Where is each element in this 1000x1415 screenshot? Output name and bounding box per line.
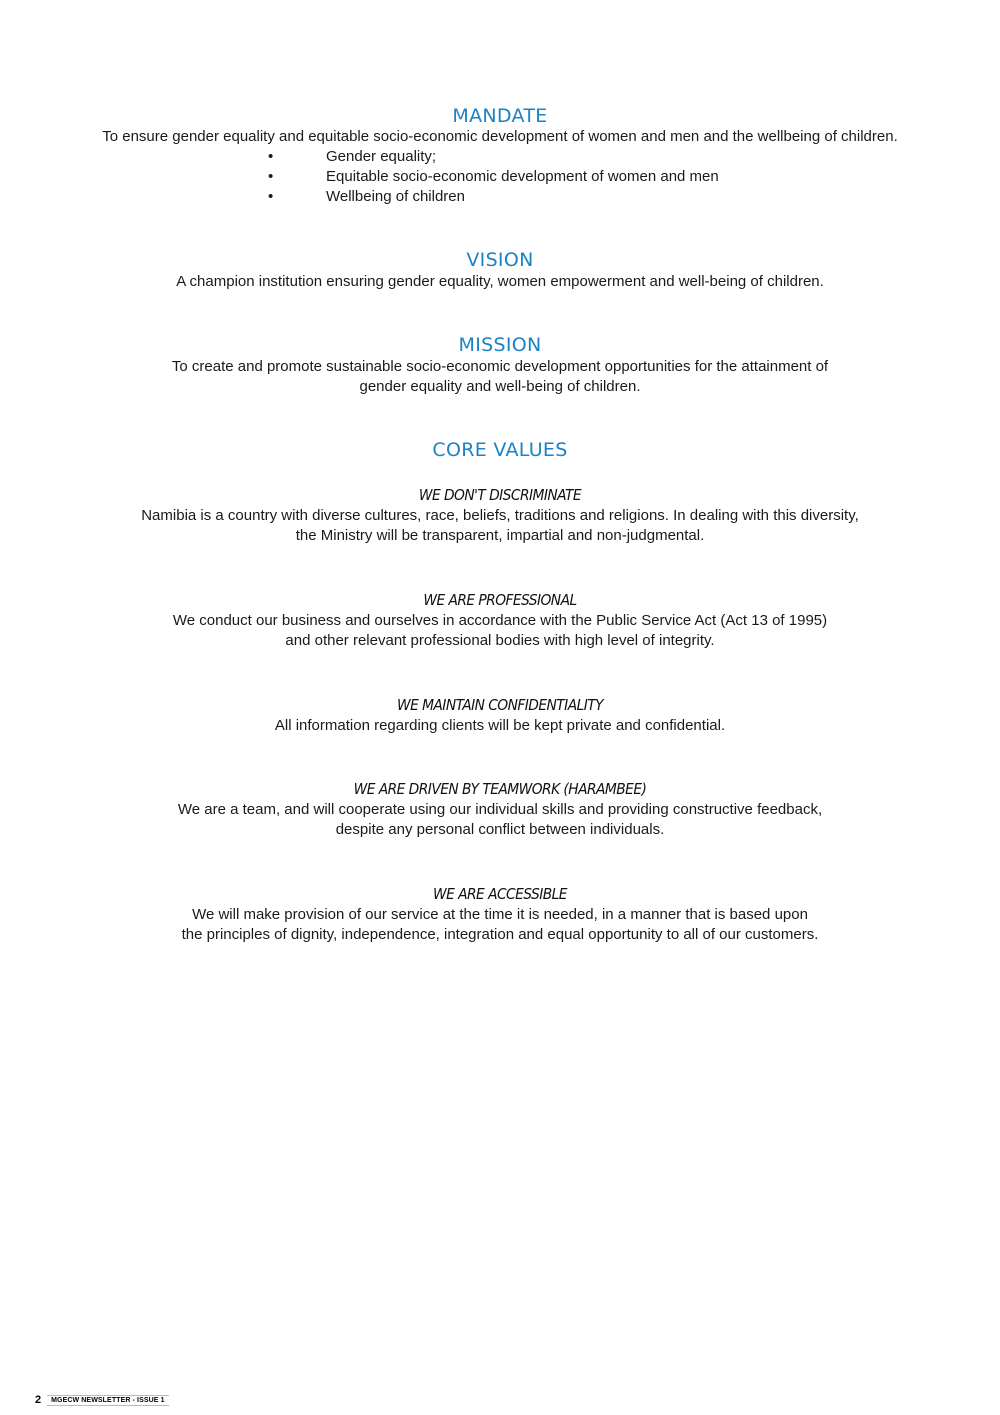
vision-title: VISION bbox=[466, 249, 534, 271]
bullet-icon: • bbox=[268, 148, 274, 165]
core-value-text-line: despite any personal conflict between individuals. bbox=[335, 821, 665, 838]
core-value-title: WE DON'T DISCRIMINATE bbox=[418, 486, 582, 504]
core-values-title: CORE VALUES bbox=[432, 439, 568, 461]
core-value-title: WE ARE ACCESSIBLE bbox=[433, 885, 567, 903]
bullet-icon: • bbox=[268, 188, 274, 205]
list-item bbox=[268, 167, 719, 187]
mandate-text: To ensure gender equality and equitable socio-economic development of women and men and the wellbeing of children. bbox=[102, 128, 898, 145]
core-value-text bbox=[0, 611, 1000, 651]
bullet-icon: • bbox=[268, 168, 274, 185]
core-value-text-line: We conduct our business and ourselves in accordance with the Public Service Act (Act 13 of 1995) bbox=[172, 612, 828, 629]
core-value-text-line: We are a team, and will cooperate using our individual skills and providing constructive feedback, bbox=[177, 801, 823, 818]
core-value-text bbox=[0, 800, 1000, 840]
newsletter-issue-label: MGECW NEWSLETTER - ISSUE 1 bbox=[47, 1395, 168, 1406]
core-value-title: WE MAINTAIN CONFIDENTIALITY bbox=[396, 696, 604, 714]
core-value-text bbox=[0, 716, 1000, 736]
core-value-title: WE ARE DRIVEN BY TEAMWORK (HARAMBEE) bbox=[353, 780, 647, 798]
mission-text-line: To create and promote sustainable socio-economic development opportunities for the attainment of bbox=[171, 358, 829, 375]
vision-text: A champion institution ensuring gender equality, women empowerment and well-being of children. bbox=[176, 273, 824, 290]
mandate-bullet-list bbox=[268, 147, 719, 207]
core-value-text-line: the principles of dignity, independence, integration and equal opportunity to all of our customers. bbox=[181, 926, 819, 943]
mandate-bullet-text: Equitable socio-economic development of women and men bbox=[326, 168, 719, 185]
core-value-title: WE ARE PROFESSIONAL bbox=[423, 591, 577, 609]
mission-title: MISSION bbox=[458, 334, 542, 356]
core-value-text bbox=[0, 905, 1000, 945]
core-value-text-line: All information regarding clients will be kept private and confidential. bbox=[274, 717, 726, 734]
mission-text bbox=[0, 357, 1000, 397]
core-value-text bbox=[0, 506, 1000, 546]
core-value-text-line: the Ministry will be transparent, impartial and non-judgmental. bbox=[295, 527, 705, 544]
mandate-bullet-text: Gender equality; bbox=[326, 148, 437, 165]
mission-text-line: gender equality and well-being of children. bbox=[359, 378, 641, 395]
core-value-text-line: and other relevant professional bodies with high level of integrity. bbox=[285, 632, 715, 649]
list-item bbox=[268, 187, 719, 207]
core-value-text-line: Namibia is a country with diverse cultures, race, beliefs, traditions and religions. In dealing with this diversity, bbox=[141, 507, 859, 524]
mandate-title: MANDATE bbox=[452, 105, 548, 127]
mandate-bullet-text: Wellbeing of children bbox=[326, 188, 465, 205]
page-footer bbox=[35, 1394, 169, 1406]
page-number: 2 bbox=[35, 1394, 42, 1406]
core-value-text-line: We will make provision of our service at the time it is needed, in a manner that is based upon bbox=[192, 906, 808, 923]
list-item bbox=[268, 147, 719, 167]
